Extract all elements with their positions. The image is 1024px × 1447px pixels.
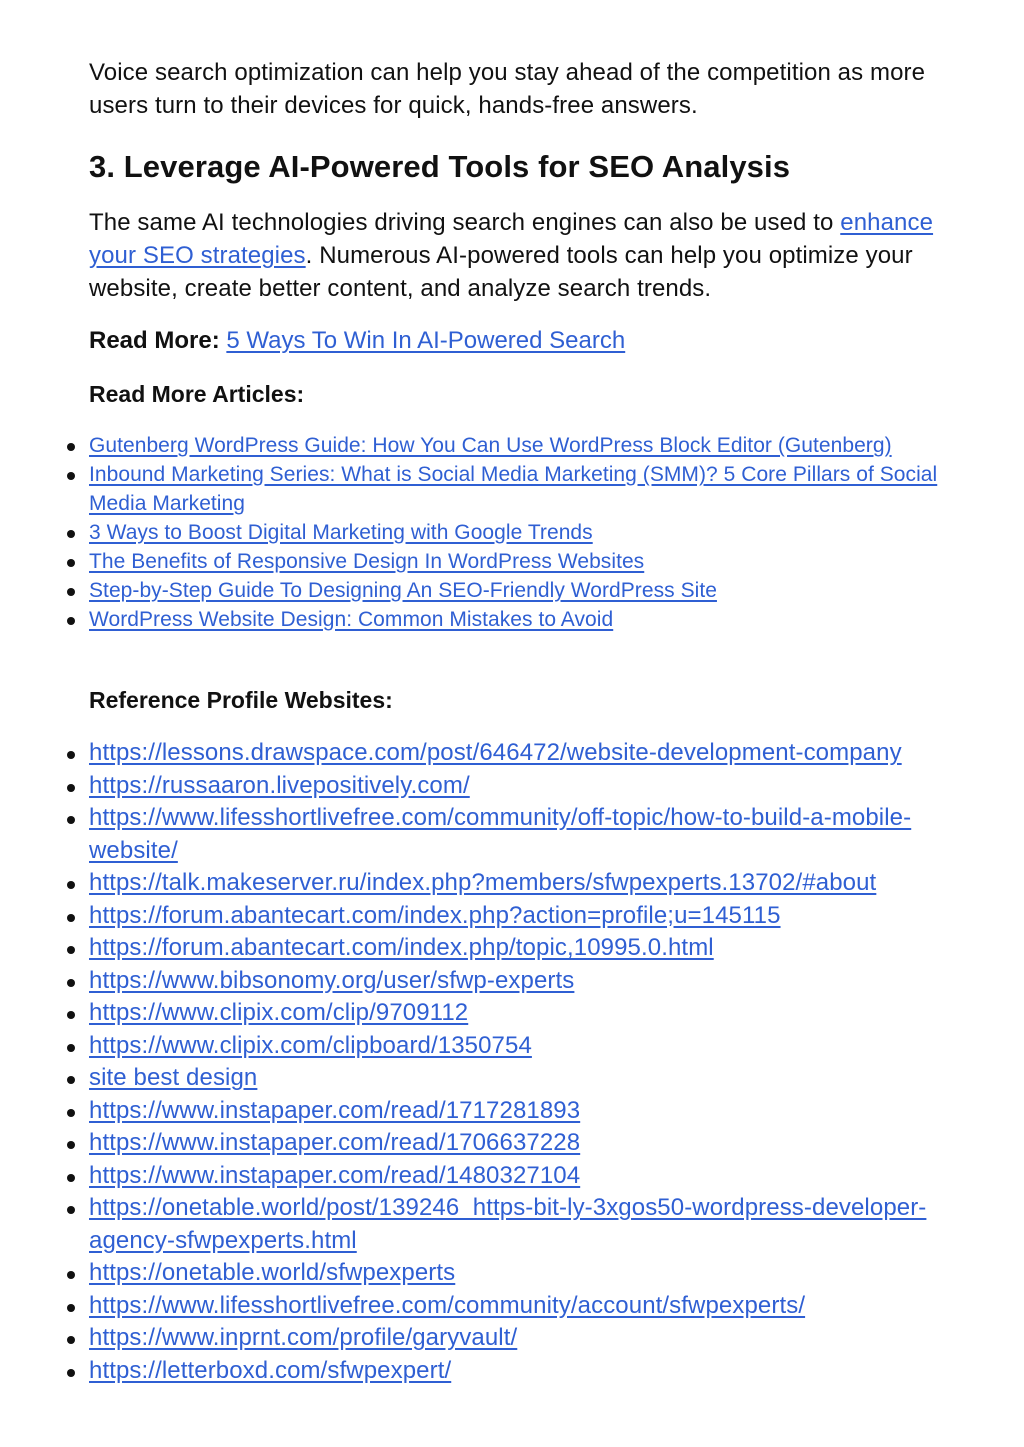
intro-paragraph: Voice search optimization can help you stay ahead of the competition as more users turn to their devices for quick, hands-free answers.	[89, 59, 926, 119]
bullet-icon	[67, 1076, 75, 1084]
profile-list-item	[89, 1127, 979, 1160]
profile-list-item	[89, 1095, 979, 1128]
profile-link[interactable]: https://onetable.world/sfwpexperts	[89, 1259, 456, 1286]
article-list-item	[89, 518, 979, 547]
profile-list-item	[89, 1322, 979, 1355]
article-list-item	[89, 460, 979, 518]
bullet-icon	[67, 914, 75, 922]
article-link-responsive-design[interactable]: The Benefits of Responsive Design In WordPress Websites	[89, 550, 645, 573]
profile-list-item	[89, 1030, 979, 1063]
profile-link[interactable]: https://onetable.world/post/139246_https-bit-ly-3xgos50-wordpress-developer-agency-sfwpexperts.html	[89, 1194, 927, 1254]
profile-link[interactable]: https://www.lifesshortlivefree.com/community/off-topic/how-to-build-a-mobile-website/	[89, 804, 912, 864]
profile-list-item	[89, 1257, 979, 1290]
bullet-icon	[67, 1206, 75, 1214]
profile-link[interactable]: https://letterboxd.com/sfwpexpert/	[89, 1356, 452, 1384]
profile-link[interactable]: https://www.instapaper.com/read/1717281893	[89, 1096, 581, 1124]
bullet-icon	[67, 1304, 75, 1312]
bullet-icon	[67, 881, 75, 889]
profile-link[interactable]: https://www.clipix.com/clipboard/1350754	[89, 1031, 532, 1059]
article-list-item	[89, 547, 979, 576]
profile-link[interactable]: https://www.lifesshortlivefree.com/community/account/sfwpexperts/	[89, 1291, 806, 1319]
profile-list-item	[89, 997, 979, 1030]
bullet-icon	[67, 588, 75, 596]
bullet-icon	[67, 979, 75, 987]
profile-link[interactable]: https://www.clipix.com/clip/9709112	[89, 999, 469, 1026]
profile-list-item	[89, 965, 979, 998]
profile-list-item	[89, 900, 979, 933]
article-link-list	[89, 431, 979, 634]
profile-list-item	[89, 1160, 979, 1193]
bullet-icon	[67, 1174, 75, 1182]
bullet-icon	[67, 1369, 75, 1377]
profile-link[interactable]: https://www.instapaper.com/read/1480327104	[89, 1161, 581, 1189]
profile-list-item	[89, 1062, 979, 1095]
profile-link[interactable]: https://www.bibsonomy.org/user/sfwp-experts	[89, 966, 575, 994]
bullet-icon	[67, 1141, 75, 1149]
bullet-icon	[67, 751, 75, 759]
bullet-icon	[67, 472, 75, 480]
bullet-icon	[67, 946, 75, 954]
profile-link[interactable]: https://russaaron.livepositively.com/	[89, 771, 470, 799]
section-heading: 3. Leverage AI-Powered Tools for SEO Analysis	[89, 149, 791, 184]
profile-list-item	[89, 932, 979, 965]
paragraph-text-after-link: . Numerous AI-powered tools can help you optimize your website, create better content, and analyze search trends.	[89, 242, 913, 302]
profile-list-item	[89, 737, 979, 770]
enhance-seo-strategies-link[interactable]: enhance your SEO strategies	[89, 209, 934, 269]
profile-link[interactable]: https://forum.abantecart.com/index.php/topic,10995.0.html	[89, 934, 714, 961]
profile-list-item	[89, 1290, 979, 1323]
bullet-icon	[67, 1271, 75, 1279]
bullet-icon	[67, 1336, 75, 1344]
article-link-gutenberg-guide[interactable]: Gutenberg WordPress Guide: How You Can Use WordPress Block Editor (Gutenberg)	[89, 434, 892, 457]
article-link-google-trends[interactable]: 3 Ways to Boost Digital Marketing with Google Trends	[89, 521, 593, 544]
bullet-icon	[67, 530, 75, 538]
profile-link[interactable]: https://www.inprnt.com/profile/garyvault/	[89, 1324, 518, 1351]
bullet-icon	[67, 443, 75, 451]
bullet-icon	[67, 1044, 75, 1052]
profile-list-item	[89, 867, 979, 900]
profile-list-item	[89, 1355, 979, 1388]
section-paragraph	[89, 206, 979, 305]
profile-link[interactable]: https://www.instapaper.com/read/1706637228	[89, 1129, 581, 1156]
profile-link[interactable]: https://talk.makeserver.ru/index.php?members/sfwpexperts.13702/#about	[89, 869, 877, 896]
bullet-icon	[67, 1109, 75, 1117]
article-link-seo-friendly-site[interactable]: Step-by-Step Guide To Designing An SEO-Friendly WordPress Site	[89, 579, 717, 602]
article-list-item	[89, 431, 979, 460]
paragraph-text-before-link: The same AI technologies driving search engines can also be used to	[89, 209, 841, 236]
bullet-icon	[67, 1011, 75, 1019]
article-link-social-media-marketing[interactable]: Inbound Marketing Series: What is Social Media Marketing (SMM)? 5 Core Pillars of Social Media Marketing	[89, 463, 938, 515]
bullet-icon	[67, 816, 75, 824]
article-list-item	[89, 576, 979, 605]
profile-link[interactable]: https://forum.abantecart.com/index.php?action=profile;u=145115	[89, 901, 781, 929]
bullet-icon	[67, 617, 75, 625]
bullet-icon	[67, 559, 75, 567]
bullet-icon	[67, 784, 75, 792]
profile-list-item	[89, 770, 979, 803]
read-more-link[interactable]: 5 Ways To Win In AI-Powered Search	[226, 327, 626, 354]
profile-link[interactable]: https://lessons.drawspace.com/post/646472/website-development-company	[89, 739, 902, 766]
article-list-item	[89, 605, 979, 634]
profile-list-item	[89, 802, 979, 867]
article-link-design-mistakes[interactable]: WordPress Website Design: Common Mistakes to Avoid	[89, 608, 614, 631]
profile-link-list	[89, 737, 979, 1387]
profile-list-item	[89, 1192, 979, 1257]
profile-link[interactable]: site best design	[89, 1064, 258, 1091]
read-more-line	[89, 325, 979, 357]
read-more-label: Read More:	[89, 327, 220, 354]
article-content	[89, 56, 979, 1387]
read-more-articles-heading: Read More Articles:	[89, 381, 305, 407]
reference-profile-websites-heading: Reference Profile Websites:	[89, 687, 393, 713]
